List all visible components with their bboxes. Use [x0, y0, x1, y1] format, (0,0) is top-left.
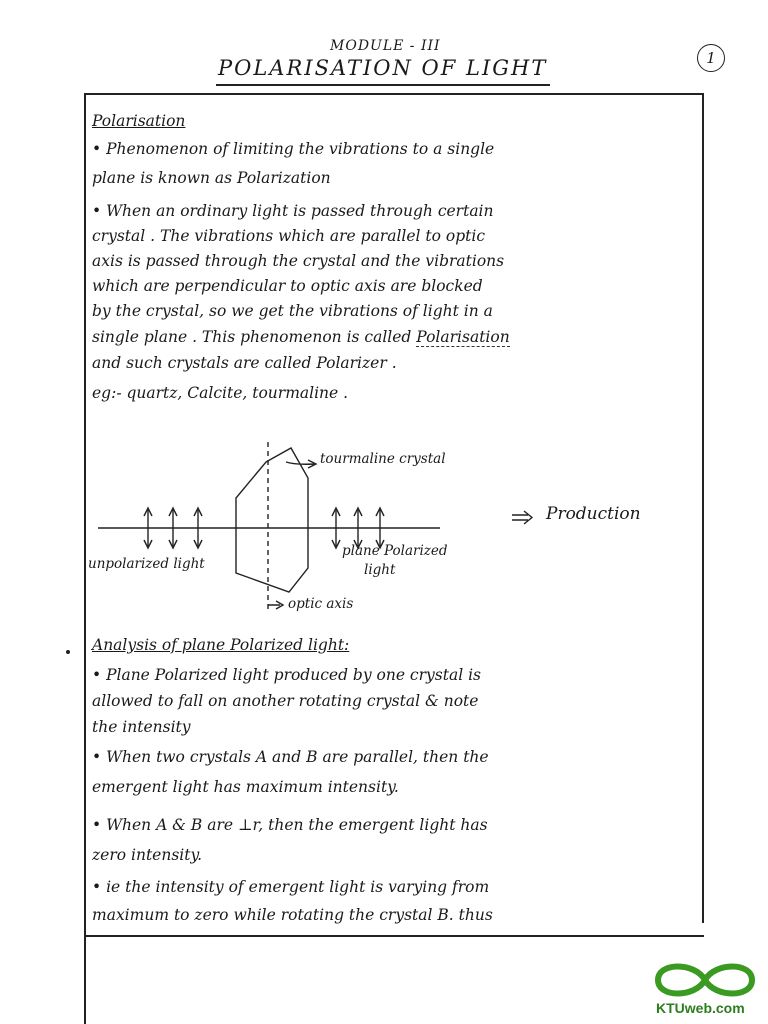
text-line: plane is known as Polarization — [92, 169, 331, 187]
page-title: POLARISATION OF LIGHT — [218, 56, 548, 80]
crystal-shape — [236, 448, 308, 592]
text-span: single plane . This phenomenon is called — [92, 328, 412, 346]
polarized-label-2: light — [364, 562, 396, 578]
polarized-label: plane Polarized — [342, 543, 448, 559]
examples-line: eg:- quartz, Calcite, tourmaline . — [92, 384, 349, 402]
crystal-label: tourmaline crystal — [320, 451, 446, 467]
text-line: the intensity — [92, 718, 191, 736]
text-line: which are perpendicular to optic axis are blocked — [92, 277, 483, 295]
text-line: by the crystal, so we get the vibrations of light in a — [92, 302, 493, 320]
module-label: MODULE - III — [330, 38, 441, 54]
unpolarized-label: unpolarized light — [88, 556, 205, 572]
section-heading-analysis: Analysis of plane Polarized light: — [92, 636, 350, 654]
text-line: • ie the intensity of emergent light is varying from — [92, 878, 490, 896]
polarisation-diagram — [86, 440, 686, 620]
text-line: axis is passed through the crystal and the vibrations — [92, 252, 505, 270]
title-underline — [216, 84, 550, 86]
frame-right-line — [702, 93, 704, 923]
frame-bottom-line — [84, 935, 704, 937]
ktuweb-logo-text: KTUweb.com — [656, 1000, 745, 1016]
text-line: maximum to zero while rotating the crystal B. thus — [92, 906, 493, 924]
text-line: • When two crystals A and B are parallel, then the — [92, 748, 489, 766]
section-heading-polarisation: Polarisation — [92, 112, 186, 130]
text-line — [92, 326, 697, 348]
margin-bullet — [66, 650, 70, 654]
text-line: zero intensity. — [92, 846, 203, 864]
text-line: and such crystals are called Polarizer . — [92, 354, 397, 372]
text-line: • Plane Polarized light produced by one crystal is — [92, 666, 481, 684]
text-line: allowed to fall on another rotating crystal & note — [92, 692, 479, 710]
axis-pointer-arrow — [268, 601, 283, 609]
text-line: • When an ordinary light is passed through certain — [92, 202, 494, 220]
key-term: Polarisation — [416, 328, 510, 346]
optic-axis-label: optic axis — [288, 596, 354, 612]
text-line: emergent light has maximum intensity. — [92, 778, 399, 796]
production-label: Production — [546, 504, 641, 524]
page-number: 1 — [697, 44, 725, 72]
frame-top-line — [84, 93, 704, 95]
production-arrow — [512, 511, 532, 524]
text-line: crystal . The vibrations which are parallel to optic — [92, 227, 486, 245]
text-line: • Phenomenon of limiting the vibrations to a single — [92, 140, 495, 158]
text-line: • When A & B are ⊥r, then the emergent light has — [92, 816, 488, 834]
